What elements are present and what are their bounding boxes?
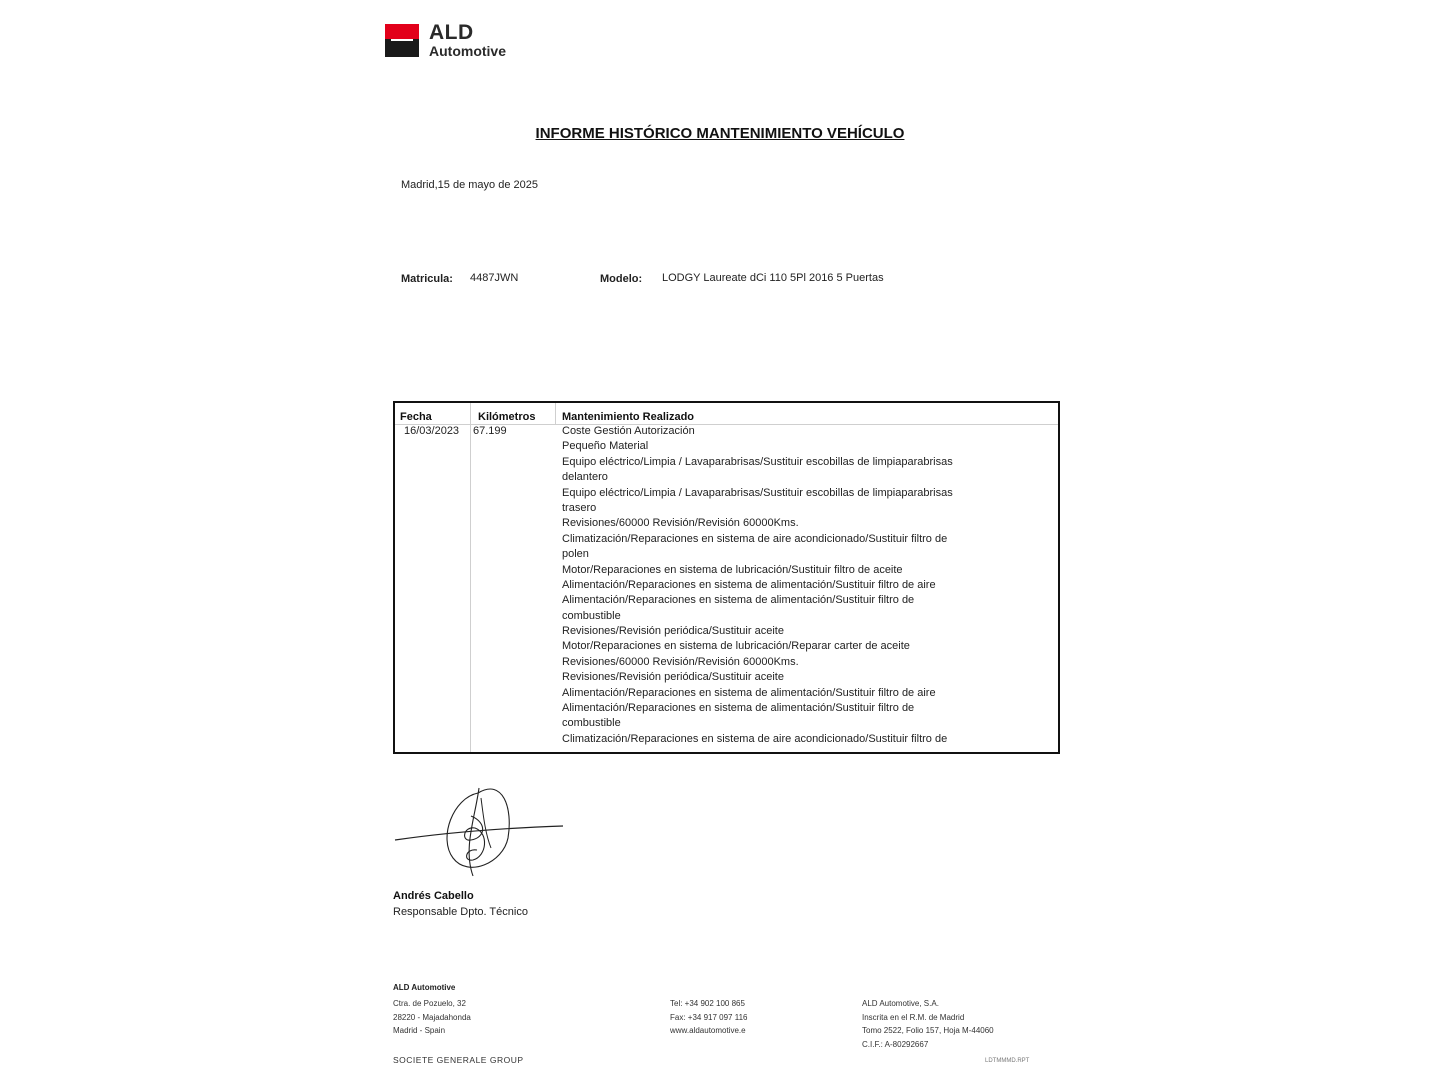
footer-phone: Tel: +34 902 100 865	[670, 999, 745, 1008]
footer-contact	[670, 997, 747, 1038]
logo-brand: ALD	[429, 21, 474, 44]
footer-ref-code: LDTMMMD.RPT	[985, 1058, 1030, 1064]
maintenance-line: polen	[562, 548, 589, 561]
handwritten-signature	[393, 778, 568, 883]
footer-fax: Fax: +34 917 097 116	[670, 1012, 748, 1022]
header-date: Fecha	[400, 411, 432, 423]
maintenance-line: Alimentación/Reparaciones en sistema de alimentación/Sustituir filtro de	[562, 702, 915, 715]
footer-company: ALD Automotive	[393, 983, 456, 992]
maintenance-list	[562, 424, 982, 747]
maintenance-line: Motor/Reparaciones en sistema de lubricación/Reparar carter de aceite	[562, 640, 910, 653]
header-work: Mantenimiento Realizado	[562, 411, 695, 423]
header-km: Kilómetros	[478, 411, 536, 423]
maintenance-line: Motor/Reparaciones en sistema de lubricación/Sustituir filtro de aceite	[562, 563, 903, 576]
place-date: Madrid,15 de mayo de 2025	[401, 179, 538, 191]
maintenance-line: Revisiones/Revisión periódica/Sustituir aceite	[562, 625, 784, 638]
footer-group: SOCIETE GENERALE GROUP	[393, 1055, 524, 1065]
maintenance-line: Revisiones/60000 Revisión/Revisión 60000Kms.	[562, 655, 799, 668]
logo-subtitle: Automotive	[429, 43, 506, 59]
maintenance-line: combustible	[562, 717, 621, 730]
footer-address-line: Madrid - Spain	[393, 1026, 446, 1035]
column-divider	[470, 403, 471, 752]
maintenance-line: delantero	[562, 471, 608, 484]
maintenance-line: Equipo eléctrico/Limpia / Lavaparabrisas/Sustituir escobillas de limpiaparabrisas	[562, 455, 953, 468]
maintenance-line: Revisiones/60000 Revisión/Revisión 60000Kms.	[562, 517, 799, 530]
ald-logo-mark	[385, 24, 419, 57]
footer-legal-line: Inscrita en el R.M. de Madrid	[862, 1012, 965, 1022]
document-title: INFORME HISTÓRICO MANTENIMIENTO VEHÍCULO	[535, 125, 905, 142]
footer-address-line: 28220 - Majadahonda	[393, 1012, 471, 1022]
row-date: 16/03/2023	[404, 425, 460, 437]
logo-red-block	[385, 24, 419, 39]
footer-address	[393, 997, 471, 1038]
footer-legal-line: C.I.F.: A-80292667	[862, 1039, 929, 1049]
maintenance-line: Climatización/Reparaciones en sistema de aire acondicionado/Sustituir filtro de	[562, 532, 948, 545]
maintenance-line: combustible	[562, 609, 621, 622]
maintenance-line: Pequeño Material	[562, 440, 649, 453]
maintenance-line: Coste Gestión Autorización	[562, 425, 695, 437]
header-divider	[555, 403, 556, 425]
model-label: Modelo:	[600, 273, 643, 285]
footer-legal-line: Tomo 2522, Folio 157, Hoja M-44060	[862, 1026, 994, 1035]
maintenance-line: Equipo eléctrico/Limpia / Lavaparabrisas/Sustituir escobillas de limpiaparabrisas	[562, 486, 953, 499]
plate-label: Matricula:	[401, 273, 453, 285]
maintenance-line: Alimentación/Reparaciones en sistema de alimentación/Sustituir filtro de aire	[562, 686, 936, 699]
maintenance-line: Alimentación/Reparaciones en sistema de alimentación/Sustituir filtro de aire	[562, 578, 936, 591]
model-value: LODGY Laureate dCi 110 5Pl 2016 5 Puertas	[662, 272, 884, 284]
footer-legal-line: ALD Automotive, S.A.	[862, 999, 939, 1008]
maintenance-line: Alimentación/Reparaciones en sistema de alimentación/Sustituir filtro de	[562, 594, 915, 607]
signer-name: Andrés Cabello	[393, 890, 474, 902]
logo-white-bar	[391, 39, 413, 41]
footer-website: www.aldautomotive.e	[670, 1026, 746, 1035]
footer-legal	[862, 997, 994, 1051]
plate-value: 4487JWN	[470, 272, 519, 284]
maintenance-line: Climatización/Reparaciones en sistema de aire acondicionado/Sustituir filtro de	[562, 732, 948, 745]
maintenance-line: trasero	[562, 501, 597, 514]
row-km: 67.199	[473, 425, 507, 437]
maintenance-line: Revisiones/Revisión periódica/Sustituir aceite	[562, 671, 784, 684]
signer-role: Responsable Dpto. Técnico	[393, 906, 528, 918]
footer-address-line: Ctra. de Pozuelo, 32	[393, 999, 466, 1008]
